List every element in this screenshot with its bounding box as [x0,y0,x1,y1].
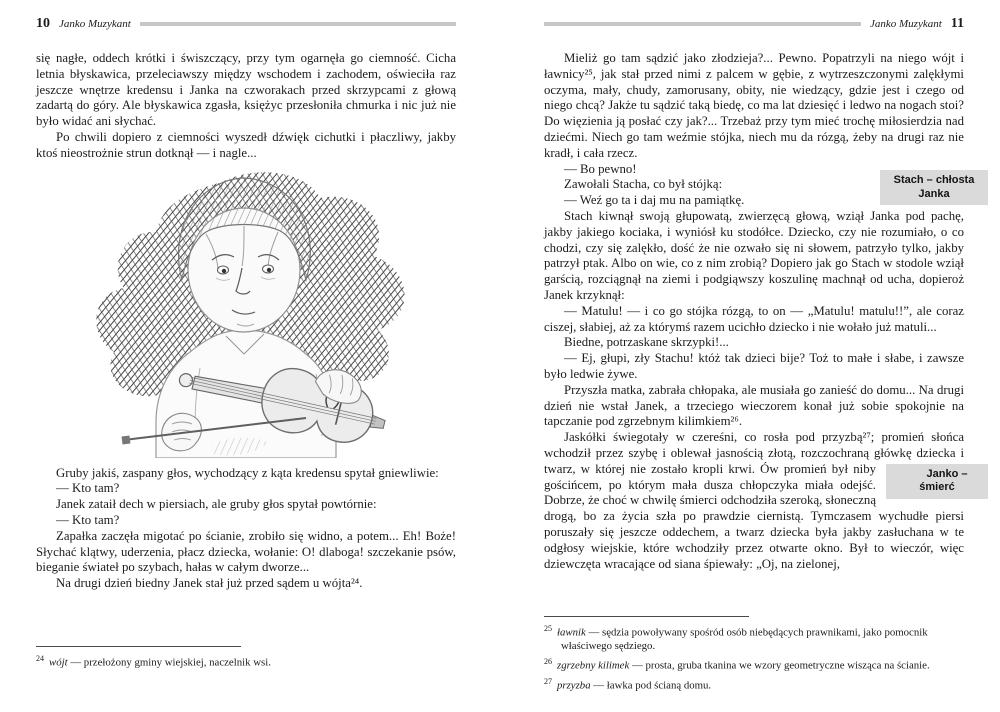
footnote-term: wójt [49,656,68,669]
paragraph: Biedne, potrzaskane skrzypki!... [564,335,729,350]
footnote-definition: — ławka pod ścianą domu. [593,679,712,692]
header-rule [544,22,861,26]
footnote-definition: — sędzia powoływany spośród osób niebędących prawnikami, jako pomocnik właściwego sędziego. [561,626,928,652]
footnote-marker: 24 [36,654,44,663]
footnote-marker: 27 [544,676,552,686]
footnote-term: zgrzebny kilimek [557,659,630,672]
running-header-right [544,16,964,31]
paragraph: Mieliż go tam sądzić jako złodzieja?... Pewno. Popatrzyli na niego wójt i ławnicy²⁵, jak stał przed nimi z palcem w gębie, z wytrzeszczonymi zalękłymi oczyma, mały, chudy, zamorusany, obity, nie wiedzący, gdzie jest i czego od niego chcą? Jakże tu sądzić taką biedę, co ma lat dziesięć i ledwo na nogach stoi? Do więzienia ją posłać czy jak?... Trzebaż przy tym mieć trochę miłosierdzia nad dziećmi. Niech go tam weźmie stójka, niech mu da rózgą, żeby na drugi raz nie kradł, i cała rzecz. [544,51,964,160]
footnote-rule [36,646,241,647]
dialogue-line: — Matulu! — i co go stójka rózgą, to on — „Matulu! matulu!!”, ale coraz ciszej, słabiej, aż za którymś razem ucichło dziecko i nie wołało już matuli... [544,303,964,334]
dialogue-line: — Bo pewno! [564,161,637,176]
margin-note-stach-chlosta-janka [880,170,988,205]
paragraph: Przyszła matka, zabrała chłopaka, ale musiała go zanieść do domu... Na drugi dzień nie wstał Janek, a trzeciego wieczorem konał już sobie spokojnie na tapczanie pod zgrzebnym kilimkiem²⁶. [544,382,964,429]
running-header-left [36,16,456,31]
body-text-left [36,51,456,592]
margin-note-label: Janko – śmierć [919,467,968,494]
dialogue-line: — Ej, głupi, zły Stachu! któż tak dzieci bije? Toż to małe i słabe, i zawsze było ledwie żywe. [544,351,964,381]
paragraph: Po chwili dopiero z ciemności wyszedł dźwięk cichutki i płaczliwy, jakby ktoś nieostrożnie strun dotknął — i nagle... [36,129,456,160]
page-left [36,0,456,712]
footnote [36,652,456,670]
footnotes-left [36,646,456,672]
footnote-marker: 25 [544,624,552,633]
footnotes-right [544,616,964,695]
paragraph: Stach kiwnął swoją głupowatą, zwierzęcą głową, wziął Janka pod pachę, jakby jakiego kociaka, i wyniósł ku stodółce. Dziecko, czy nie rozumiało, o co chodzi, czy się zalękło, dość że nie ozwało się ni słowem, patrzyło tylko, jakby patrzył ptak. Albo on wie, co z nim zrobią? Dopiero jak go Stach w stodole wziął garścią, rozciągnął na ziemi i podgiąwszy koszulinę machnął od ucha, dopieroż Janek krzyknął: [544,208,964,302]
footnote-marker: 26 [544,657,552,666]
footnote-term: przyzba [557,679,591,692]
paragraph: się nagłe, oddech krótki i świszczący, przy tym ogarnęła go ciemność. Cicha letnia błyskawica, przeleciawszy między wschodem i zachodem, oświeciła raz jeszcze wnętrze kredensu i Janka na czworakach przed skrzypcami z głową zadartą do góry. Ale błyskawica zgasła, księżyc przesłoniła chmurka i nic już nie było widać ani słychać. [36,51,456,129]
footnote-definition: — prosta, gruba tkanina we wzory geometryczne wisząca na ścianie. [631,659,930,672]
margin-note-label: Stach – chłosta Janka [893,174,975,200]
footnote-term: ławnik [557,626,586,639]
paragraph: Na drugi dzień biedny Janek stał już przed sądem u wójta²⁴. [56,576,363,591]
footnote [544,675,964,693]
page-number: 11 [950,15,964,31]
paragraph: Zapałka zaczęła migotać po ścianie, zrobiło się widno, a potem... Eh! Boże! Słychać klątwy, uderzenia, płacz dziecka, wołanie: O! dlaboga! szczekanie psów, bieganie świateł po szybach, hałas w całym dworze... [36,528,456,575]
running-title: Janko Muzykant [869,17,942,30]
footnote-rule [544,616,749,617]
paragraph-with-margin-note [544,430,968,572]
page-number: 10 [36,15,50,31]
paragraph: Janek zataił dech w piersiach, ale gruby głos spytał powtórnie: [56,497,377,512]
footnote [544,622,964,653]
paragraph: Gruby jakiś, zaspany głos, wychodzący z kąta kredensu spytał gniewliwie: [56,465,439,480]
footnote [544,655,964,673]
dialogue-line: — Kto tam? [56,512,120,527]
illustration-boy-with-violin [36,168,456,458]
dialogue-line: — Weź go ta i daj mu na pamiątkę. [564,193,745,208]
paragraph: Zawołali Stacha, co był stójką: [564,177,723,192]
running-title: Janko Muzykant [59,17,131,30]
body-text-right [544,51,968,572]
dialogue-line: — Kto tam? [56,481,120,496]
paragraph-text: Jaskółki świegotały w czereśni, co rosła pod przyzbą²⁷; promień słońca wchodził przez szybę i oblewał jasnością złotą, rozczochraną główkę [544,430,964,460]
boy-violin-sketch-drawing [72,168,420,458]
margin-note-janko-smierc [886,464,988,499]
header-rule [140,22,456,26]
footnote-definition: — przełożony gminy wiejskiej, naczelnik wsi. [70,656,271,669]
paragraph-text: dziecka i twarz, w której nie zostało kropli krwi. Ów promień był niby gościńcem, po którym mała dusza chłopczyka miała odejść. Dobrze, że choć w chwilę śmierci odchodziła szeroką, słoneczną drogą, bo za życia szła po prawdzie ciernistą. Tymczasem wychudłe piersi poruszały się jeszcze oddechem, a twarz dziecka była jakby zasłuchana w te odgłosy wiejskie, które wchodziły przez otwarte okno. Był to wieczór, więc dziewczęta wracające od siana śpiewały: „Oj, na zielonej, [544,445,964,571]
page-right [544,0,975,712]
